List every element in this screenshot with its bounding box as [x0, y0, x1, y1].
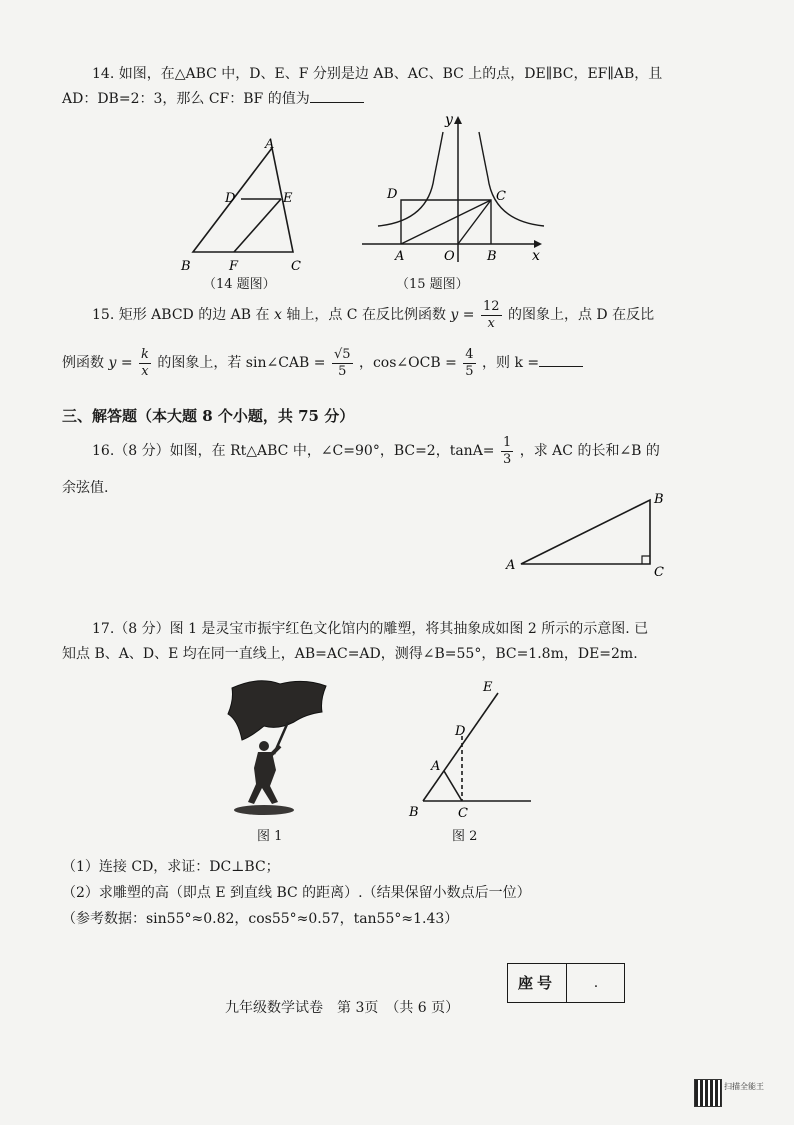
fig1-caption: 图 1: [257, 829, 283, 844]
scanner-brand: 扫描全能王: [724, 1082, 764, 1091]
q14-caption: （14 题图）: [203, 277, 276, 292]
label-d: D: [225, 191, 236, 206]
label-y: y: [445, 112, 453, 128]
q17-reference: （参考数据：sin55°≈0.82，cos55°≈0.57，tan55°≈1.43）: [62, 911, 459, 927]
label-e17: E: [483, 680, 493, 695]
figure-14: [175, 135, 325, 280]
y-arrow: [454, 116, 462, 124]
figure-body: [248, 752, 278, 804]
q14-answer-blank: [310, 88, 364, 103]
q15-answer-blank: [539, 352, 583, 367]
qr-code-icon: [694, 1079, 722, 1107]
figure-head: [259, 741, 269, 751]
x-arrow: [534, 240, 542, 248]
label-e: E: [283, 191, 293, 206]
q15-frac-4-5: $\frac{4}{5}$: [465, 346, 474, 379]
figure-15: [358, 108, 558, 270]
figure-17-2: [403, 675, 543, 825]
q15-y-eq-1: y =: [450, 307, 475, 323]
line-be: [423, 693, 498, 801]
q15-text-5: 的图象上，若 sin∠CAB =: [157, 355, 326, 371]
sculpture-figure: [218, 670, 338, 820]
segment-oc: [458, 200, 491, 244]
label-c15: C: [496, 189, 506, 204]
figure-arm: [270, 746, 280, 756]
q16-line2: 余弦值.: [62, 480, 109, 496]
fig2-caption: 图 2: [452, 829, 478, 844]
right-angle-mark: [642, 556, 650, 564]
q15-text-3: 的图象上，点 D 在反比: [507, 307, 655, 323]
q16-frac-1-3: $\frac{1}{3}$: [503, 434, 512, 467]
label-b17: B: [409, 805, 419, 820]
q15-caption: （15 题图）: [396, 277, 469, 292]
q15-text-2: 轴上，点 C 在反比例函数: [286, 307, 446, 323]
label-b: B: [181, 259, 191, 274]
q15-text-7: ，则 k =: [482, 355, 540, 371]
q14-line2-text: AD：DB=2：3，那么 CF：BF 的值为: [62, 91, 310, 107]
q17-sub1: （1）连接 CD，求证：DC⊥BC；: [62, 859, 280, 875]
seat-label: 座号: [508, 964, 567, 1002]
q15-line1: [92, 297, 654, 333]
label-d15: D: [387, 187, 398, 202]
label-b16: B: [654, 492, 664, 507]
triangle-abc: [193, 148, 293, 252]
label-a15: A: [395, 249, 405, 264]
page-footer: 九年级数学试卷 第 3页 （共 6 页）: [225, 1000, 460, 1016]
label-x: x: [532, 248, 540, 264]
q17-line1: 17.（8 分）图 1 是灵宝市振宇红色文化馆内的雕塑，将其抽象成如图 2 所示的示意图. 已: [92, 621, 649, 637]
label-a17: A: [431, 759, 441, 774]
q15-y-eq-2: y =: [108, 355, 133, 371]
label-a16: A: [506, 558, 516, 573]
segment-ac17: [444, 771, 462, 801]
q15-x: x: [273, 307, 282, 323]
label-c: C: [291, 259, 301, 274]
right-triangle-abc: [521, 500, 650, 564]
label-a: A: [265, 137, 275, 152]
q15-frac-12-x: $\frac{12}{x}$: [482, 298, 500, 331]
figure-16: [500, 488, 680, 580]
q15-frac-sqrt5-5: $\frac{√5}{5}$: [333, 346, 351, 379]
flag-shape: [228, 681, 326, 740]
segment-ef: [234, 199, 281, 252]
q17-sub2: （2）求雕塑的高（即点 E 到直线 BC 的距离）.（结果保留小数点后一位）: [62, 885, 531, 901]
q15-text-4: 例函数: [62, 355, 104, 371]
q14-line2: [62, 88, 364, 109]
sculpture-base: [234, 805, 294, 815]
q14-line1: 14. 如图，在△ABC 中，D、E、F 分别是边 AB、AC、BC 上的点，DE∥BC，EF∥AB，且: [92, 66, 663, 82]
label-c17: C: [458, 806, 468, 821]
curve-right: [479, 132, 544, 226]
q15-text-1: 15. 矩形 ABCD 的边 AB 在: [92, 307, 270, 323]
seat-number-box: [507, 963, 625, 1003]
q17-line2: 知点 B、A、D、E 均在同一直线上，AB=AC=AD，测得∠B=55°，BC=1.8m，DE=2m.: [62, 646, 638, 662]
q16-text-2: ，求 AC 的长和∠B 的: [519, 443, 660, 459]
curve-left: [378, 132, 443, 226]
label-b15: B: [487, 249, 497, 264]
label-d17: D: [455, 724, 466, 739]
q15-frac-k-x: $\frac{k}{x}$: [141, 346, 149, 379]
seat-value: .: [593, 975, 599, 991]
label-c16: C: [654, 565, 664, 580]
q15-text-6: ，cos∠OCB =: [358, 355, 457, 371]
segment-ac: [401, 200, 491, 244]
section-3-heading: 三、解答题（本大题 8 个小题，共 75 分）: [62, 407, 355, 425]
q16-line1: [92, 433, 660, 469]
q15-line2: [62, 345, 583, 381]
label-f: F: [229, 259, 239, 274]
q16-text-1: 16.（8 分）如图，在 Rt△ABC 中，∠C=90°，BC=2，tanA=: [92, 443, 495, 459]
label-o: O: [444, 249, 455, 264]
